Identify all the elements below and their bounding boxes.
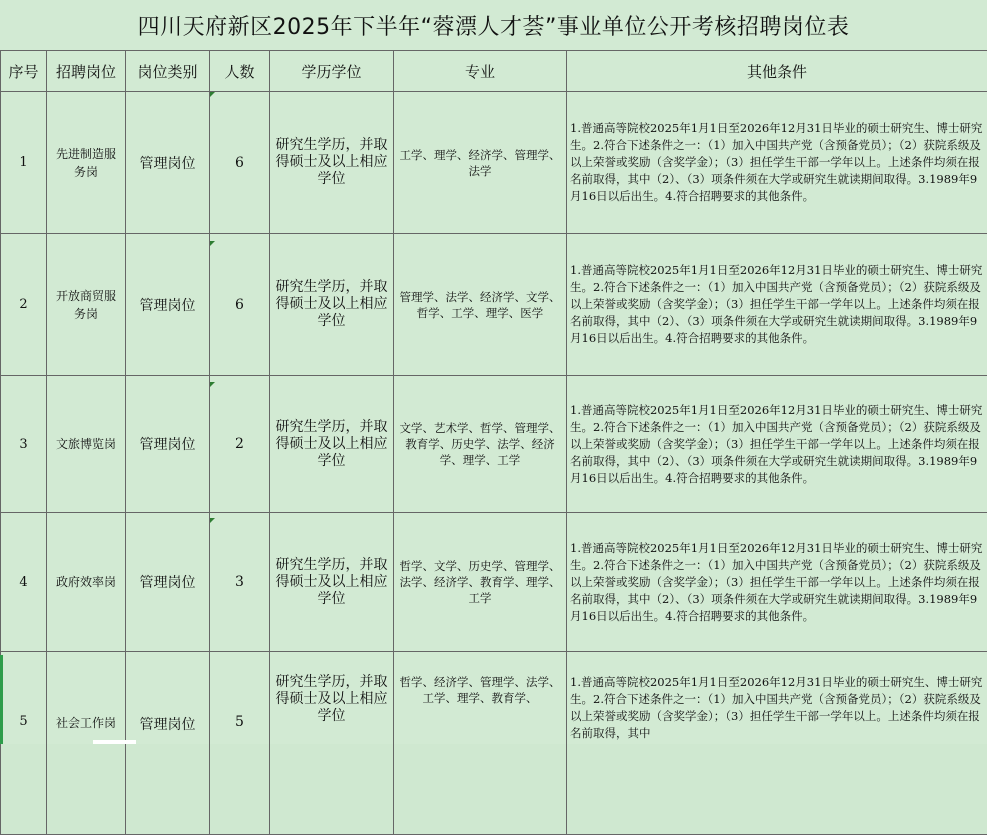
cell-major[interactable]: 哲学、经济学、管理学、法学、工学、理学、教育学、 [394,652,567,835]
table-row [1,234,987,376]
cell-marker-icon [210,92,215,97]
cell-count[interactable]: 3 [210,513,270,652]
cell-marker-icon [210,241,215,246]
cell-conditions[interactable]: 1.普通高等院校2025年1月1日至2026年12月31日毕业的硕士研究生、博士研究生。2.符合下述条件之一：（1）加入中国共产党（含预备党员）；（2）获院系级及以上荣誉或奖励（含奖学金）；（3）担任学生干部一学年以上。上述条件均须在报名前取得，其中（2）、（3）项条件须在大学或研究生就读期间取得。3.1989年9月16日以后出生。4.符合招聘要求的其他条件。 [567,92,987,234]
cell-conditions[interactable]: 1.普通高等院校2025年1月1日至2026年12月31日毕业的硕士研究生、博士研究生。2.符合下述条件之一：（1）加入中国共产党（含预备党员）；（2）获院系级及以上荣誉或奖励（含奖学金）；（3）担任学生干部一学年以上。上述条件均须在报名前取得，其中（2）、（3）项条件须在大学或研究生就读期间取得。3.1989年9月16日以后出生。4.符合招聘要求的其他条件。 [567,513,987,652]
header-count[interactable]: 人数 [210,51,270,92]
cell-major[interactable]: 管理学、法学、经济学、文学、哲学、工学、理学、医学 [394,234,567,376]
cell-post[interactable]: 文旅博览岗 [47,376,126,513]
cell-no[interactable]: 3 [1,376,47,513]
horizontal-scroll-stub[interactable] [93,740,136,744]
cell-education[interactable]: 研究生学历，并取得硕士及以上相应学位 [270,234,394,376]
cell-conditions[interactable]: 1.普通高等院校2025年1月1日至2026年12月31日毕业的硕士研究生、博士研究生。2.符合下述条件之一：（1）加入中国共产党（含预备党员）；（2）获院系级及以上荣誉或奖励（含奖学金）；（3）担任学生干部一学年以上。上述条件均须在报名前取得，其中（2）、（3）项条件须在大学或研究生就读期间取得。3.1989年9月16日以后出生。4.符合招聘要求的其他条件。 [567,376,987,513]
table-row [1,652,987,835]
cell-conditions[interactable]: 1.普通高等院校2025年1月1日至2026年12月31日毕业的硕士研究生、博士研究生。2.符合下述条件之一：（1）加入中国共产党（含预备党员）；（2）获院系级及以上荣誉或奖励（含奖学金）；（3）担任学生干部一学年以上。上述条件均须在报名前取得，其中 [567,652,987,835]
recruitment-table [0,50,987,835]
header-no[interactable]: 序号 [1,51,47,92]
table-row [1,513,987,652]
cell-no[interactable]: 4 [1,513,47,652]
cell-education[interactable]: 研究生学历，并取得硕士及以上相应学位 [270,652,394,835]
cell-category[interactable]: 管理岗位 [126,92,210,234]
table-row [1,376,987,513]
cell-category[interactable]: 管理岗位 [126,513,210,652]
cell-no[interactable]: 2 [1,234,47,376]
cell-marker-icon [210,382,215,387]
header-post[interactable]: 招聘岗位 [47,51,126,92]
header-row [1,51,987,92]
cell-marker-icon [210,518,215,523]
cell-post[interactable]: 社会工作岗 [47,652,126,835]
cell-education[interactable]: 研究生学历，并取得硕士及以上相应学位 [270,513,394,652]
page-title: 四川天府新区2025年下半年“蓉漂人才荟”事业单位公开考核招聘岗位表 [0,0,987,51]
header-category[interactable]: 岗位类别 [126,51,210,92]
cell-count[interactable]: 6 [210,234,270,376]
cell-no[interactable]: 1 [1,92,47,234]
cell-post[interactable]: 政府效率岗 [47,513,126,652]
cell-major[interactable]: 工学、理学、经济学、管理学、法学 [394,92,567,234]
cell-count[interactable]: 5 [210,652,270,835]
header-major[interactable]: 专业 [394,51,567,92]
cell-count[interactable]: 6 [210,92,270,234]
header-education[interactable]: 学历学位 [270,51,394,92]
cell-conditions[interactable]: 1.普通高等院校2025年1月1日至2026年12月31日毕业的硕士研究生、博士研究生。2.符合下述条件之一：（1）加入中国共产党（含预备党员）；（2）获院系级及以上荣誉或奖励（含奖学金）；（3）担任学生干部一学年以上。上述条件均须在报名前取得，其中（2）、（3）项条件须在大学或研究生就读期间取得。3.1989年9月16日以后出生。4.符合招聘要求的其他条件。 [567,234,987,376]
selection-bar [0,655,3,744]
cell-education[interactable]: 研究生学历，并取得硕士及以上相应学位 [270,92,394,234]
cell-major[interactable]: 文学、艺术学、哲学、管理学、教育学、历史学、法学、经济学、理学、工学 [394,376,567,513]
table-row [1,92,987,234]
cell-post[interactable]: 开放商贸服务岗 [47,234,126,376]
header-conditions[interactable]: 其他条件 [567,51,987,92]
cell-no[interactable]: 5 [1,652,47,835]
cell-major[interactable]: 哲学、文学、历史学、管理学、法学、经济学、教育学、理学、工学 [394,513,567,652]
cell-post[interactable]: 先进制造服务岗 [47,92,126,234]
cell-category[interactable]: 管理岗位 [126,652,210,835]
cell-category[interactable]: 管理岗位 [126,234,210,376]
cell-count[interactable]: 2 [210,376,270,513]
cell-category[interactable]: 管理岗位 [126,376,210,513]
cell-education[interactable]: 研究生学历，并取得硕士及以上相应学位 [270,376,394,513]
